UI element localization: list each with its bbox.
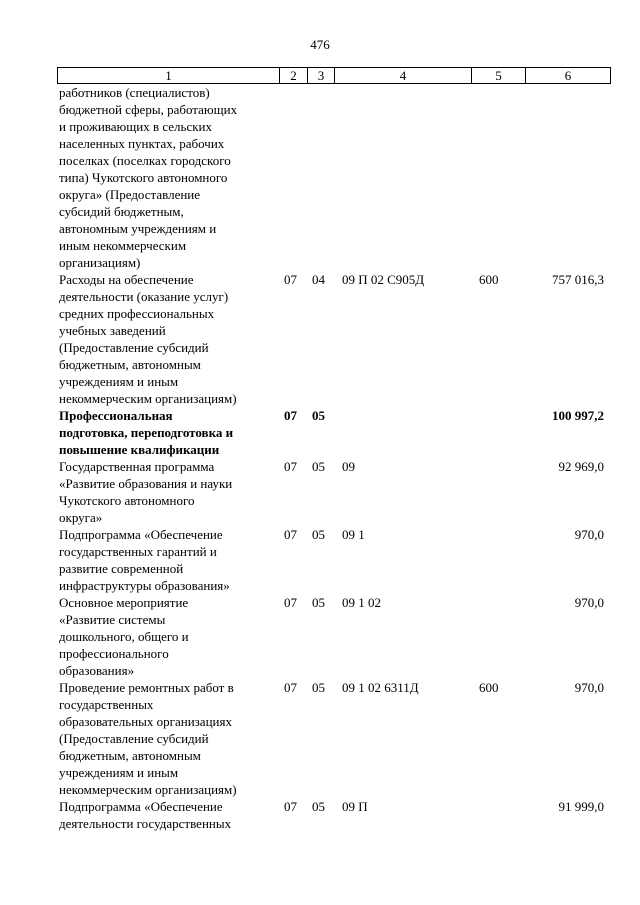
row-name xyxy=(57,407,276,458)
row-name-line: (Предоставление субсидий xyxy=(59,731,209,746)
row-subsection-code: 05 xyxy=(312,799,325,814)
row-target-item-code: 09 1 02 6311Д xyxy=(342,680,419,695)
row-name xyxy=(57,679,276,798)
row-subsection-code: 04 xyxy=(312,272,325,287)
row-name-line: учебных заведений xyxy=(59,323,166,338)
row-amount: 970,0 xyxy=(574,680,604,695)
row-name-line: бюджетной сферы, работающих xyxy=(59,102,238,117)
row-name-line: образования» xyxy=(59,663,135,678)
row-name-line: Расходы на обеспечение xyxy=(59,272,194,287)
table-row xyxy=(57,798,611,832)
table-row xyxy=(57,679,611,798)
table-row xyxy=(57,84,611,271)
row-name-line: государственных гарантий и xyxy=(59,544,217,559)
row-name-line: деятельности (оказание услуг) xyxy=(59,289,229,304)
row-amount: 970,0 xyxy=(574,595,604,610)
table-row xyxy=(57,407,611,458)
row-name-line: округа» (Предоставление xyxy=(59,187,201,202)
row-name-line: профессионального xyxy=(59,646,169,661)
row-name-line: бюджетным, автономным xyxy=(59,748,201,763)
row-name xyxy=(57,526,276,594)
row-name-line: поселках (поселках городского xyxy=(59,153,231,168)
row-name-line: государственных xyxy=(59,697,154,712)
row-amount: 91 999,0 xyxy=(558,799,604,814)
row-amount: 92 969,0 xyxy=(558,459,604,474)
page-number: 476 xyxy=(310,37,330,52)
row-name xyxy=(57,84,276,271)
row-name-line: деятельности государственных xyxy=(59,816,232,831)
row-amount: 970,0 xyxy=(574,527,604,542)
row-name-line: Подпрограмма «Обеспечение xyxy=(59,799,223,814)
row-name-line: организациям) xyxy=(59,255,141,270)
row-name-line: округа» xyxy=(59,510,103,525)
header-cell-5: 5 xyxy=(471,68,525,83)
row-name-line: некоммерческим организациям) xyxy=(59,782,237,797)
row-target-item-code: 09 xyxy=(342,459,355,474)
row-target-item-code: 09 П xyxy=(342,799,368,814)
row-amount: 757 016,3 xyxy=(552,272,604,287)
row-name-line: Основное мероприятие xyxy=(59,595,189,610)
row-name-line: повышение квалификации xyxy=(59,442,220,457)
row-section-code: 07 xyxy=(284,459,297,474)
row-name xyxy=(57,271,276,407)
budget-table xyxy=(57,67,611,832)
row-name-line: учреждениям и иным xyxy=(59,765,179,780)
row-name xyxy=(57,458,276,526)
row-subsection-code: 05 xyxy=(312,408,325,423)
row-section-code: 07 xyxy=(284,527,297,542)
row-subsection-code: 05 xyxy=(312,680,325,695)
row-expense-type-code: 600 xyxy=(479,680,499,695)
row-name-line: Подпрограмма «Обеспечение xyxy=(59,527,223,542)
row-name-line: автономным учреждениям и xyxy=(59,221,217,236)
row-name-line: населенных пунктах, рабочих xyxy=(59,136,225,151)
row-name-line: Профессиональная xyxy=(59,408,173,423)
row-name-line: бюджетным, автономным xyxy=(59,357,201,372)
row-expense-type-code: 600 xyxy=(479,272,499,287)
row-name-line: Проведение ремонтных работ в xyxy=(59,680,234,695)
row-amount: 100 997,2 xyxy=(552,408,604,423)
row-name xyxy=(57,798,276,832)
header-cell-6: 6 xyxy=(525,68,610,83)
row-section-code: 07 xyxy=(284,272,297,287)
row-name-line: средних профессиональных xyxy=(59,306,215,321)
row-target-item-code: 09 П 02 С905Д xyxy=(342,272,425,287)
row-name-line: «Развитие системы xyxy=(59,612,166,627)
row-name-line: Государственная программа xyxy=(59,459,215,474)
table-row xyxy=(57,271,611,407)
table-row xyxy=(57,594,611,679)
table-header-row xyxy=(57,67,611,84)
row-target-item-code: 09 1 02 xyxy=(342,595,381,610)
row-name-line: работников (специалистов) xyxy=(59,85,210,100)
row-name-line: инфраструктуры образования» xyxy=(59,578,230,593)
header-cell-2: 2 xyxy=(279,68,307,83)
row-subsection-code: 05 xyxy=(312,527,325,542)
table-body xyxy=(57,84,611,832)
row-name-line: образовательных организациях xyxy=(59,714,232,729)
row-name-line: учреждениям и иным xyxy=(59,374,179,389)
row-name-line: субсидий бюджетным, xyxy=(59,204,184,219)
row-subsection-code: 05 xyxy=(312,459,325,474)
row-subsection-code: 05 xyxy=(312,595,325,610)
header-cell-1: 1 xyxy=(165,68,172,83)
row-section-code: 07 xyxy=(284,799,297,814)
row-section-code: 07 xyxy=(284,595,297,610)
row-name-line: подготовка, переподготовка и xyxy=(59,425,234,440)
row-section-code: 07 xyxy=(284,408,297,423)
header-cell-4: 4 xyxy=(334,68,471,83)
row-name xyxy=(57,594,276,679)
row-name-line: Чукотского автономного xyxy=(59,493,195,508)
header-cell-3: 3 xyxy=(307,68,334,83)
row-name-line: некоммерческим организациям) xyxy=(59,391,237,406)
row-name-line: и проживающих в сельских xyxy=(59,119,212,134)
row-name-line: (Предоставление субсидий xyxy=(59,340,209,355)
table-row xyxy=(57,526,611,594)
row-section-code: 07 xyxy=(284,680,297,695)
row-target-item-code: 09 1 xyxy=(342,527,365,542)
row-name-line: типа) Чукотского автономного xyxy=(59,170,228,185)
row-name-line: «Развитие образования и науки xyxy=(59,476,233,491)
row-name-line: иным некоммерческим xyxy=(59,238,187,253)
row-name-line: дошкольного, общего и xyxy=(59,629,189,644)
table-row xyxy=(57,458,611,526)
row-name-line: развитие современной xyxy=(59,561,184,576)
